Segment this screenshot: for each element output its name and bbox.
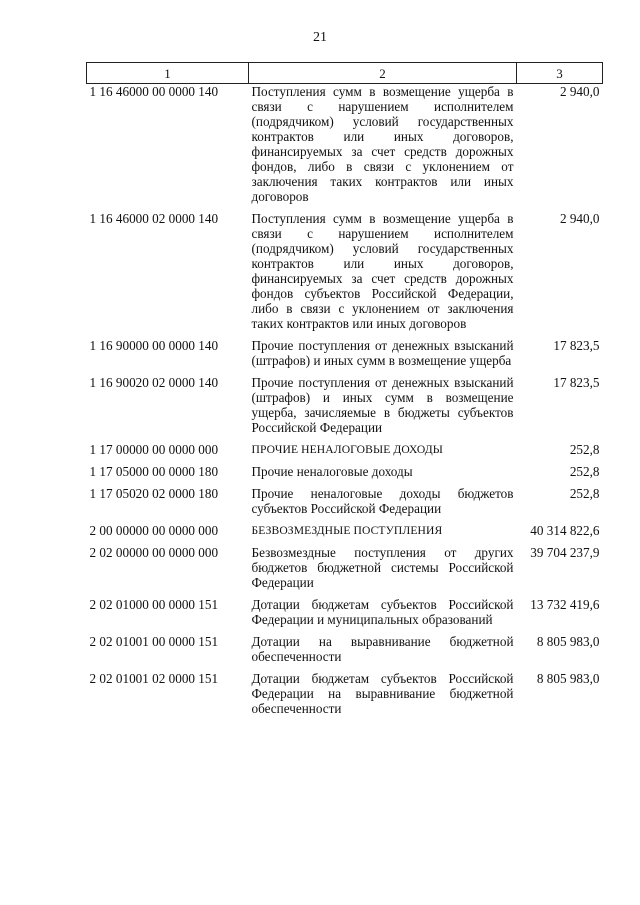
budget-code-cell: 1 16 90000 00 0000 140 [89,338,219,353]
description-cell: Прочие поступления от денежных взысканий (штрафов) и иных сумм в возмещение ущерба, зачисляемые в бюджеты субъектов Российской Федерации [251,375,514,435]
table-row [87,597,603,634]
description-cell: Дотации бюджетам субъектов Российской Федерации и муниципальных образований [251,597,514,627]
description-cell: Дотации на выравнивание бюджетной обеспеченности [251,634,514,664]
amount-cell: 8 805 983,0 [536,671,600,686]
budget-code-cell: 1 16 46000 00 0000 140 [89,84,219,99]
table-row [87,671,603,723]
amount-cell: 252,8 [569,464,600,479]
budget-code-cell: 2 02 01000 00 0000 151 [89,597,219,612]
amount-cell: 252,8 [569,486,600,501]
description-cell: Поступления сумм в возмещение ущерба в связи с нарушением исполнителем (подрядчиком) условий государственных контрактов или иных договоров, финансируемых за счет средств дорожных фондов, либо в связи с уклонением от заключения таких контрактов или иных договоров [251,84,514,204]
table-row [87,634,603,671]
header-col-3: 3 [517,63,603,84]
table-header [87,63,603,84]
budget-code-cell: 2 02 01001 02 0000 151 [89,671,219,686]
table-row [87,523,603,545]
table-body [87,84,603,724]
budget-table [86,62,603,723]
page-number: 21 [313,30,327,45]
table-row [87,545,603,597]
budget-code-cell: 2 00 00000 00 0000 000 [89,523,219,538]
budget-code-cell: 1 17 05020 02 0000 180 [89,486,219,501]
description-cell: Прочие поступления от денежных взысканий (штрафов) и иных сумм в возмещение ущерба [251,338,514,368]
amount-cell: 39 704 237,9 [530,545,600,560]
amount-cell: 17 823,5 [553,338,600,353]
amount-cell: 17 823,5 [553,375,600,390]
budget-code-cell: 1 17 00000 00 0000 000 [89,442,219,457]
budget-code-cell: 2 02 01001 00 0000 151 [89,634,219,649]
amount-cell: 13 732 419,6 [530,597,600,612]
budget-code-cell: 1 16 90020 02 0000 140 [89,375,219,390]
amount-cell: 40 314 822,6 [530,523,600,538]
amount-cell: 2 940,0 [559,84,600,99]
table-row [87,338,603,375]
amount-cell: 252,8 [569,442,600,457]
description-cell: БЕЗВОЗМЕЗДНЫЕ ПОСТУПЛЕНИЯ [251,524,443,537]
description-cell: Безвозмездные поступления от других бюджетов бюджетной системы Российской Федерации [251,545,514,590]
budget-code-cell: 1 17 05000 00 0000 180 [89,464,219,479]
budget-code-cell: 1 16 46000 02 0000 140 [89,211,219,226]
header-row [87,63,603,84]
description-cell: Дотации бюджетам субъектов Российской Федерации на выравнивание бюджетной обеспеченности [251,671,514,716]
table-row [87,442,603,464]
table-row [87,211,603,338]
header-col-2: 2 [249,63,517,84]
description-cell: Поступления сумм в возмещение ущерба в связи с нарушением исполнителем (подрядчиком) условий государственных контрактов или иных договоров, финансируемых за счет средств дорожных фондов субъектов Российской Федерации, либо в связи с уклонением от заключения таких контрактов или иных договоров [251,211,514,331]
description-cell: ПРОЧИЕ НЕНАЛОГОВЫЕ ДОХОДЫ [251,443,443,456]
amount-cell: 8 805 983,0 [536,634,600,649]
table-row [87,375,603,442]
table-row [87,486,603,523]
amount-cell: 2 940,0 [559,211,600,226]
table-row [87,84,603,212]
header-col-1: 1 [87,63,249,84]
description-cell: Прочие неналоговые доходы [251,464,413,479]
budget-code-cell: 2 02 00000 00 0000 000 [89,545,219,560]
table-row [87,464,603,486]
description-cell: Прочие неналоговые доходы бюджетов субъектов Российской Федерации [251,486,514,516]
